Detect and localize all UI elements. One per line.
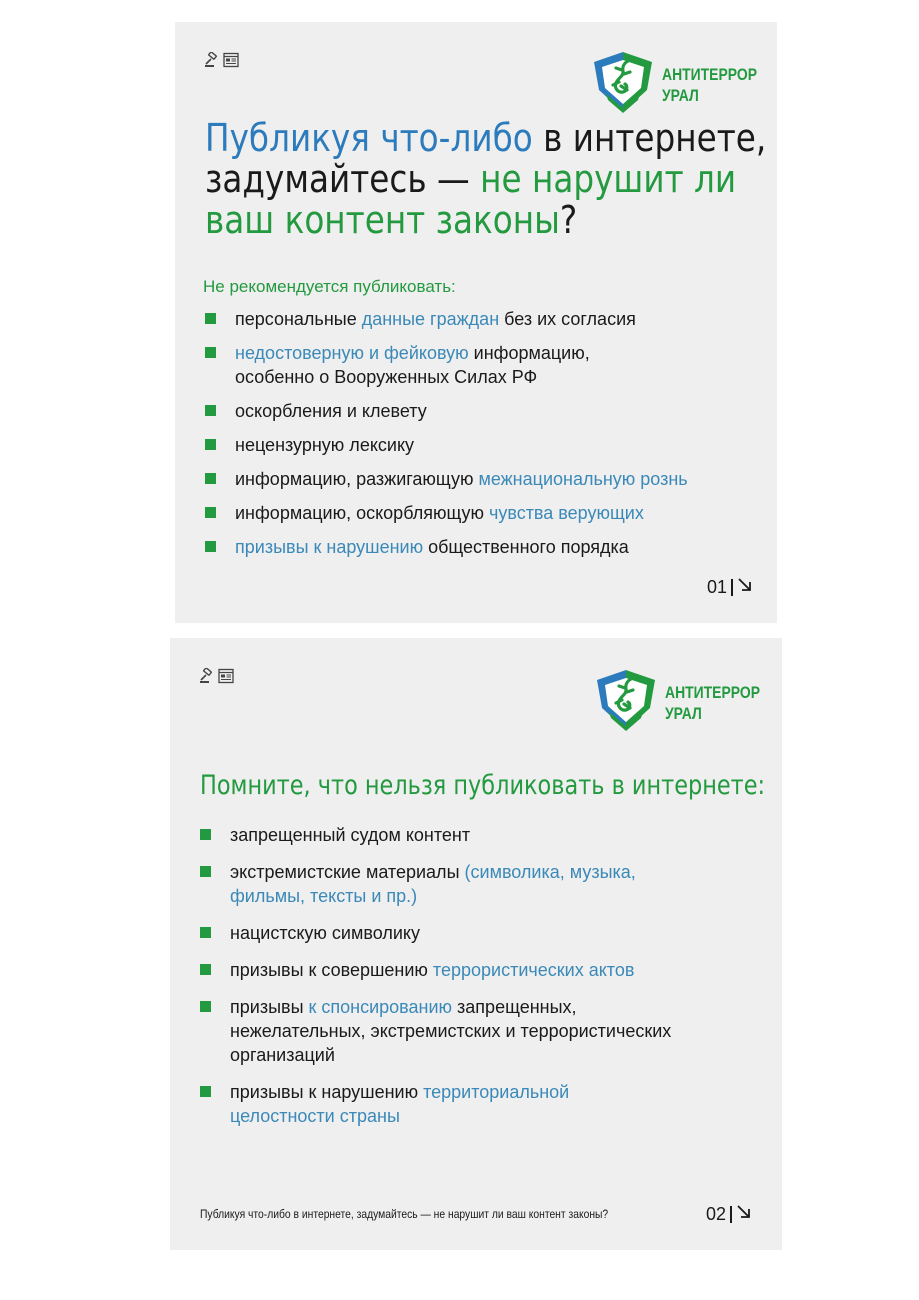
bullet-square [205, 507, 216, 518]
headline-part: в интернете, [532, 116, 767, 160]
headline: Помните, что нельзя публиковать в интернете: [200, 770, 766, 801]
item-highlight: (символика, музыка, [464, 862, 636, 882]
item-text: оскорбления и клевету [235, 401, 427, 421]
headline [205, 116, 767, 242]
headline-part: не нарушит ли [480, 157, 737, 201]
item-text: без их согласия [499, 309, 636, 329]
lizard-shield-icon [592, 50, 654, 119]
header-icons [204, 52, 239, 68]
item-highlight: к спонсированию [308, 997, 453, 1017]
item-text: информацию, [468, 343, 590, 363]
list-item [205, 399, 765, 423]
web-page-icon [218, 668, 234, 684]
logo-text [662, 64, 757, 106]
header-icons [199, 668, 234, 684]
bullet-square [205, 405, 216, 416]
page-number-text: 01 [707, 577, 728, 597]
bullet-square [205, 347, 216, 358]
list-item [205, 535, 765, 559]
list-item [205, 501, 765, 525]
list-item [200, 995, 760, 1067]
item-highlight: территориальной [423, 1082, 570, 1102]
item-text: призывы к нарушению [230, 1082, 424, 1102]
item-text: запрещенный судом контент [230, 825, 471, 845]
slide-card-1 [175, 22, 777, 623]
bullet-square [200, 866, 211, 877]
page-number [707, 577, 753, 598]
bullet-square [205, 541, 216, 552]
item-text: персональные [235, 309, 362, 329]
list-item [205, 433, 765, 457]
headline-part: задумайтесь — [205, 157, 481, 201]
footer-caption: Публикуя что-либо в интернете, задумайтесь — не нарушит ли ваш контент законы? [200, 1207, 609, 1221]
item-highlight: фильмы, тексты и пр.) [230, 886, 418, 906]
headline-part: ? [559, 198, 578, 242]
bullet-square [205, 439, 216, 450]
arrow-down-right-icon [737, 577, 753, 598]
bullet-square [200, 1086, 211, 1097]
list-item [200, 1080, 760, 1128]
antiterror-logo [595, 668, 781, 737]
page-number-text: 02 [706, 1204, 727, 1224]
gavel-icon [199, 668, 215, 684]
item-highlight: межнациональную рознь [478, 469, 688, 489]
headline-part: Публикуя что-либо [205, 116, 533, 160]
slide-card-2 [170, 638, 782, 1250]
logo-text [665, 682, 760, 724]
list-item [205, 341, 765, 389]
bullet-square [200, 964, 211, 975]
item-text: особенно о Вооруженных Силах РФ [235, 367, 538, 387]
bullet-square [200, 927, 211, 938]
list-item [205, 467, 765, 491]
logo-line-1: АНТИТЕРРОР [662, 64, 758, 84]
logo-line-2: УРАЛ [665, 703, 702, 723]
list-item [200, 823, 760, 847]
item-text: экстремистские материалы [230, 862, 465, 882]
item-text: организаций [230, 1045, 335, 1065]
web-page-icon [223, 52, 239, 68]
item-text: призывы [230, 997, 309, 1017]
item-highlight: данные граждан [361, 309, 500, 329]
list-item [200, 958, 760, 982]
item-highlight: чувства верующих [488, 503, 644, 523]
item-text: информацию, разжигающую [235, 469, 479, 489]
page-number [706, 1204, 752, 1225]
item-text: общественного порядка [423, 537, 629, 557]
item-text: запрещенных, [452, 997, 577, 1017]
divider [731, 579, 733, 596]
forbidden-list [200, 823, 760, 1141]
gavel-icon [204, 52, 220, 68]
list-item [205, 307, 765, 331]
bullet-square [205, 313, 216, 324]
item-text: нацистскую символику [230, 923, 420, 943]
item-highlight: призывы к нарушению [235, 537, 424, 557]
logo-line-2: УРАЛ [662, 85, 699, 105]
list-item [200, 860, 760, 908]
item-text: нецензурную лексику [235, 435, 415, 455]
item-highlight: недостоверную и фейковую [235, 343, 469, 363]
bullet-square [200, 1001, 211, 1012]
not-recommended-list [205, 307, 765, 569]
antiterror-logo [592, 50, 778, 119]
lizard-shield-icon [595, 668, 657, 737]
subheading: Не рекомендуется публиковать: [203, 277, 456, 296]
item-text: информацию, оскорбляющую [235, 503, 489, 523]
item-highlight: террористических актов [432, 960, 635, 980]
item-text: призывы к совершению [230, 960, 433, 980]
divider [730, 1206, 732, 1223]
list-item [200, 921, 760, 945]
item-highlight: целостности страны [230, 1106, 400, 1126]
bullet-square [205, 473, 216, 484]
headline-part: ваш контент законы [205, 198, 560, 242]
arrow-down-right-icon [736, 1204, 752, 1225]
bullet-square [200, 829, 211, 840]
item-text: нежелательных, экстремистских и террористических [230, 1021, 672, 1041]
logo-line-1: АНТИТЕРРОР [665, 682, 761, 702]
